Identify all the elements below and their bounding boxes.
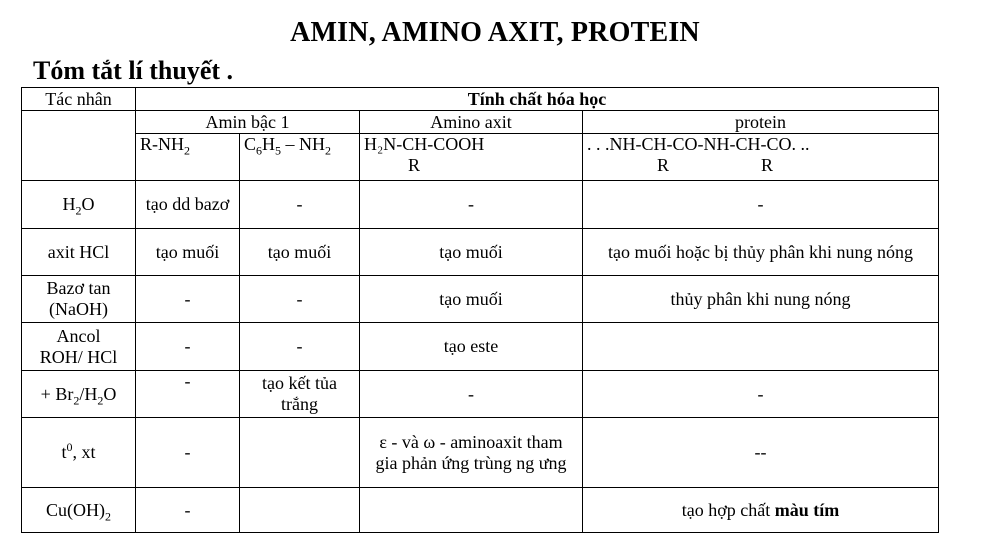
page-title: AMIN, AMINO AXIT, PROTEIN — [290, 17, 700, 48]
cell-amino — [360, 488, 583, 533]
cell-amin1: - — [136, 418, 240, 488]
table-row — [22, 323, 939, 371]
header-empty — [22, 111, 136, 181]
cell-protein: -- — [583, 418, 939, 488]
agent-cell: $Cu(OH)_2$ — [22, 488, 136, 533]
agent-cell: axit HCl — [22, 229, 136, 276]
cell-protein — [583, 323, 939, 371]
table-row — [22, 488, 939, 533]
agent-cell: Ancol ROH/ HCl — [22, 323, 136, 371]
table-row — [22, 418, 939, 488]
cell-amino: tạo muối — [360, 276, 583, 323]
cell-protein: tạo muối hoặc bị thủy phân khi nung nóng — [583, 229, 939, 276]
cell-amin2: - — [240, 323, 360, 371]
cell-amin1: - — [136, 488, 240, 533]
agent-cell: $H_2O$ — [22, 181, 136, 229]
cell-amino: - — [360, 371, 583, 418]
cell-protein: - — [583, 371, 939, 418]
cell-amin2: - — [240, 276, 360, 323]
cell-amin2 — [240, 418, 360, 488]
formula-amin-1: $R-NH_2$ — [136, 134, 240, 181]
cell-protein: tạo hợp chất màu tím — [583, 488, 939, 533]
group-protein: protein — [583, 111, 939, 134]
agent-cell: Bazơ tan (NaOH) — [22, 276, 136, 323]
cell-amin2 — [240, 488, 360, 533]
cell-amino: tạo muối — [360, 229, 583, 276]
formula-amin-2: $C_6H_5 - NH_2$ — [240, 134, 360, 181]
formula-amino-acid: H₂N-CH-COOH R — [360, 134, 583, 181]
cell-amin1: tạo muối — [136, 229, 240, 276]
cell-amin2: tạo muối — [240, 229, 360, 276]
table-row — [22, 276, 939, 323]
cell-amin1: tạo dd bazơ — [136, 181, 240, 229]
table-row — [22, 181, 939, 229]
cell-protein: - — [583, 181, 939, 229]
cell-amin1: - — [136, 276, 240, 323]
section-subtitle: Tóm tắt lí thuyết . — [33, 56, 234, 85]
header-properties: Tính chất hóa học — [136, 88, 939, 111]
cell-amino: ε - và ω - aminoaxit tham gia phản ứng trùng ng ưng — [360, 418, 583, 488]
formula-protein: . . .NH-CH-CO-NH-CH-CO. .. R R — [583, 134, 939, 181]
cell-amin1: - — [136, 371, 240, 418]
agent-cell: + $Br_2/H_2O$ — [22, 371, 136, 418]
cell-amin1: - — [136, 323, 240, 371]
cell-amin2: - — [240, 181, 360, 229]
header-agent: Tác nhân — [22, 88, 136, 111]
table-row — [22, 371, 939, 418]
cell-amino: - — [360, 181, 583, 229]
group-amino-acid: Amino axit — [360, 111, 583, 134]
cell-amin2: tạo kết tủa trắng — [240, 371, 360, 418]
chemistry-table — [21, 87, 939, 533]
cell-protein: thủy phân khi nung nóng — [583, 276, 939, 323]
cell-amino: tạo este — [360, 323, 583, 371]
table-row — [22, 229, 939, 276]
agent-cell: $t^0$, xt — [22, 418, 136, 488]
group-amin: Amin bậc 1 — [136, 111, 360, 134]
